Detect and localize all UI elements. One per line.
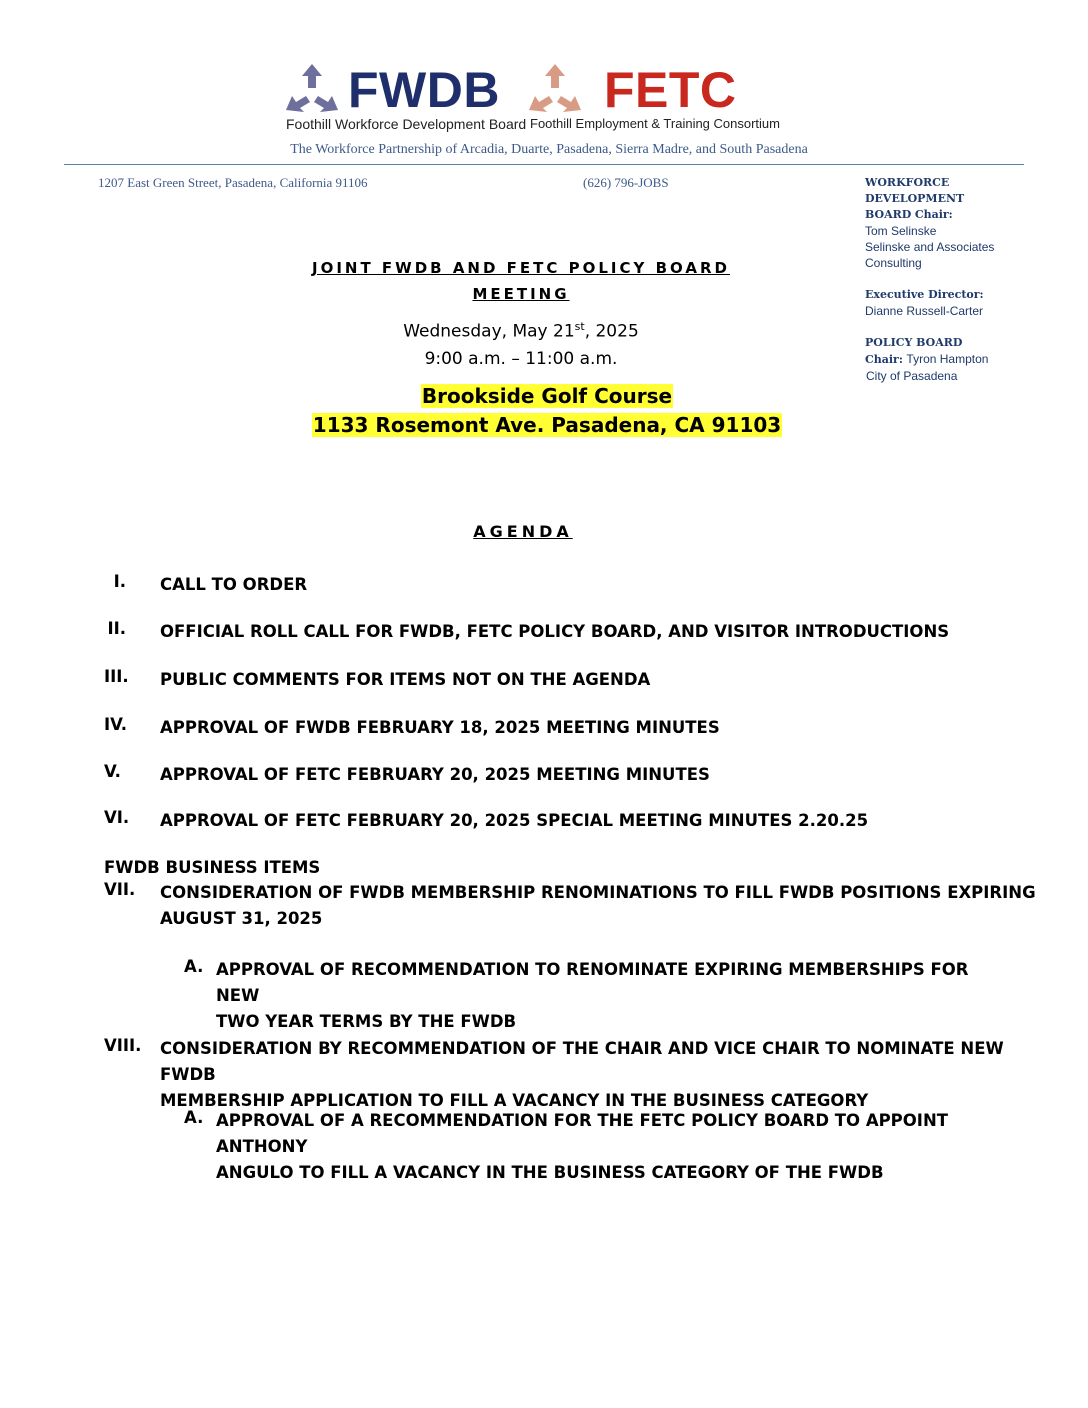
venue-address: 1133 Rosemont Ave. Pasadena, CA 91103 xyxy=(312,413,782,437)
agenda-item-text: CALL TO ORDER xyxy=(160,575,308,594)
policy-chair-name: Tyron Hampton xyxy=(906,352,989,366)
venue-name: Brookside Golf Course xyxy=(421,384,673,408)
sub-item-text xyxy=(216,1108,1016,1186)
tagline: The Workforce Partnership of Arcadia, Duarte, Pasadena, Sierra Madre, and South Pasadena xyxy=(290,142,808,157)
meeting-date xyxy=(0,320,1042,342)
agenda-item-text xyxy=(160,880,1050,932)
venue-address-line xyxy=(0,413,1088,437)
sub-item-number: A. xyxy=(184,1108,204,1127)
agenda-item-number: I. xyxy=(113,572,126,591)
agenda-item-line: CONSIDERATION BY RECOMMENDATION OF THE CHAIR AND VICE CHAIR TO NOMINATE NEW FWDB xyxy=(160,1039,1004,1084)
agenda-item-number: VII. xyxy=(104,880,136,899)
wdb-chair-org-1: Selinske and Associates xyxy=(865,240,995,254)
agenda-item-text: APPROVAL OF FWDB FEBRUARY 18, 2025 MEETING MINUTES xyxy=(160,718,720,737)
sub-item-line: ANGULO TO FILL A VACANCY IN THE BUSINESS CATEGORY OF THE FWDB xyxy=(216,1163,884,1182)
logo-fetc-word: FETC xyxy=(604,62,737,118)
agenda-item-line: CONSIDERATION OF FWDB MEMBERSHIP RENOMINATIONS TO FILL FWDB POSITIONS EXPIRING xyxy=(160,883,1036,902)
exec-director-name: Dianne Russell-Carter xyxy=(865,304,984,318)
header-logo xyxy=(284,62,800,134)
agenda-item-text xyxy=(160,1036,1060,1114)
phone-number: (626) 796-JOBS xyxy=(583,175,669,190)
agenda-item-text: APPROVAL OF FETC FEBRUARY 20, 2025 SPECIAL MEETING MINUTES 2.20.25 xyxy=(160,811,869,830)
venue-name-line xyxy=(0,384,1088,408)
agenda-item-number: VI. xyxy=(104,808,130,827)
agenda-item-number: III. xyxy=(104,667,129,686)
exec-director-label: Executive Director: xyxy=(865,288,984,301)
wdb-label-2: DEVELOPMENT xyxy=(865,192,965,205)
date-year: , 2025 xyxy=(584,321,639,342)
agenda-item-number: V. xyxy=(104,762,121,781)
agenda-item-line: MEMBERSHIP APPLICATION TO FILL A VACANCY IN THE BUSINESS CATEGORY xyxy=(160,1091,869,1110)
policy-chair-org: City of Pasadena xyxy=(866,369,958,383)
logo-fwdb-subtitle: Foothill Workforce Development Board xyxy=(286,116,527,132)
sub-item-text xyxy=(216,957,1016,1035)
date-suffix: st xyxy=(574,320,585,333)
sub-item-line: APPROVAL OF A RECOMMENDATION FOR THE FETC POLICY BOARD TO APPOINT ANTHONY xyxy=(216,1111,949,1156)
meeting-title-line2: MEETING xyxy=(472,285,570,303)
sub-item-line: TWO YEAR TERMS BY THE FWDB xyxy=(216,1012,517,1031)
agenda-item-number: IV. xyxy=(104,715,128,734)
meeting-title-line1: JOINT FWDB AND FETC POLICY BOARD xyxy=(312,259,730,277)
agenda-item-text: PUBLIC COMMENTS FOR ITEMS NOT ON THE AGENDA xyxy=(160,670,651,689)
wdb-chair-label: Chair: xyxy=(914,208,953,221)
logo-fwdb-word: FWDB xyxy=(348,62,500,118)
meeting-time: 9:00 a.m. – 11:00 a.m. xyxy=(424,349,618,369)
agenda-item-number: VIII. xyxy=(104,1036,142,1055)
wdb-chair-name: Tom Selinske xyxy=(865,224,937,238)
wdb-chair-block xyxy=(865,175,1040,271)
wdb-label-3: BOARD xyxy=(865,208,912,221)
logo-fetc-subtitle: Foothill Employment & Training Consortium xyxy=(530,116,780,131)
policy-chair-label: Chair: xyxy=(865,353,903,366)
wdb-chair-org-2: Consulting xyxy=(865,256,922,270)
policy-board-label: POLICY BOARD xyxy=(865,336,963,349)
agenda-item-text: APPROVAL OF FETC FEBRUARY 20, 2025 MEETING MINUTES xyxy=(160,765,710,784)
header-divider xyxy=(64,164,1024,165)
agenda-item-number: II. xyxy=(107,619,126,638)
date-main: Wednesday, May 21 xyxy=(403,321,575,342)
wdb-label-1: WORKFORCE xyxy=(865,176,950,189)
address: 1207 East Green Street, Pasadena, California 91106 xyxy=(98,175,368,190)
sub-item-line: APPROVAL OF RECOMMENDATION TO RENOMINATE EXPIRING MEMBERSHIPS FOR NEW xyxy=(216,960,969,1005)
agenda-heading: AGENDA xyxy=(473,522,573,541)
section-heading: FWDB BUSINESS ITEMS xyxy=(104,858,321,877)
fetc-logo-icon xyxy=(522,62,588,114)
agenda-item-line: AUGUST 31, 2025 xyxy=(160,909,323,928)
agenda-item-text: OFFICIAL ROLL CALL FOR FWDB, FETC POLICY BOARD, AND VISITOR INTRODUCTIONS xyxy=(160,622,950,641)
sub-item-number: A. xyxy=(184,957,204,976)
fwdb-logo-icon xyxy=(284,62,340,114)
